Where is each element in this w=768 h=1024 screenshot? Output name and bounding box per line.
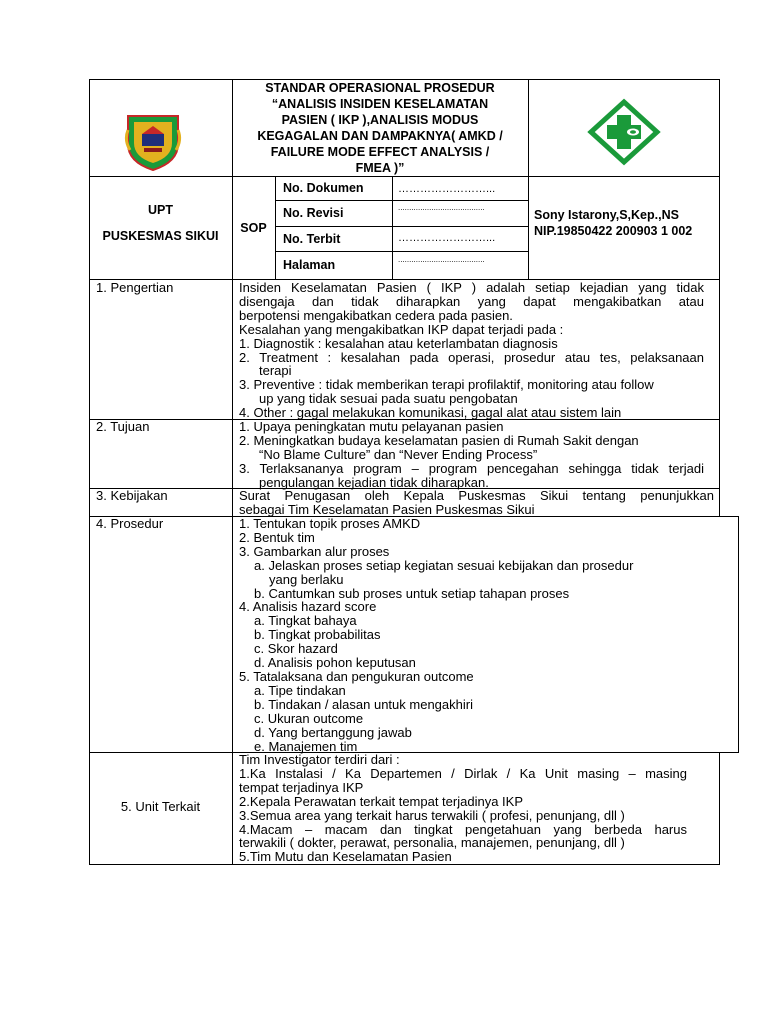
doc-field-value: ....................................... [398,255,485,264]
org-name-line1: UPT [148,203,173,217]
tujuan-text: 1. Upaya peningkatan mutu pelayanan pasien 2. Meningkatkan budaya keselamatan pasien di Rumah Sakit dengan “No Blame Culture” dan “Never Ending Process” 3. Terlaksananya program – program pencegahan sehingga tidak terjadi pengulangan kejadian tidak diharapkan. [239,419,704,490]
prosedur-text: 1. Tentukan topik proses AMKD 2. Bentuk tim 3. Gambarkan alur proses a. Jelaskan proses setiap kegiatan sesuai kebijakan dan prosedur yang berlaku b. Cantumkan sub proses untuk setiap tahapan proses 4. Analisis hazard score a. Tingkat bahaya b. Tingkat probabilitas c. Skor hazard d. Analisis pohon keputusan 5. Tatalaksana dan pengukuran outcome a. Tipe tindakan b. Tindakan / alasan untuk mengakhiri c. Ukuran outcome d. Yang bertanggung jawab e. Manajemen tim [239,516,634,754]
doc-field-label: No. Dokumen [283,181,364,195]
doc-field-value: ……………………... [398,183,496,195]
signer-name: Sony Istarony,S,Kep.,NS [534,208,679,222]
pengertian-text: Insiden Keselamatan Pasien ( IKP ) adalah setiap kejadian yang tidak disengaja dan tidak diharapkan yang dapat mengakibatkan atau berpotensi mengakibatkan cedera pada pasien. Kesalahan yang mengakibatkan IKP dapat terjadi pada : 1. Diagnostik : kesalahan atau keterlambatan diagnosis 2. Treatment : kesalahan pada operasi, prosedur atau tes, pelaksanaan terapi 3. Preventive : tidak memberikan terapi profilaktif, monitoring atau follow up yang tidak sesuai pada suatu pengobatan 4. Other : gagal melakukan komunikasi, gagal alat atau sistem lain [239,280,704,421]
signer-nip: NIP.19850422 200903 1 002 [534,224,693,238]
section-label-kebijakan: 3. Kebijakan [96,488,168,503]
puskesmas-cross-logo-icon [587,98,661,166]
section-label-unit-terkait: 5. Unit Terkait [120,799,201,814]
kebijakan-text: Surat Penugasan oleh Kepala Puskesmas Sikui tentang penunjukkan sebagai Tim Keselamatan Pasien Puskesmas Sikui [239,488,714,517]
doc-field-label: Halaman [283,258,336,272]
org-name-line2: PUSKESMAS SIKUI [102,229,219,243]
section-label-pengertian: 1. Pengertian [96,280,174,295]
document-title: STANDAR OPERASIONAL PROSEDUR “ANALISIS INSIDEN KESELAMATAN PASIEN ( IKP ),ANALISIS MODUS KEGAGALAN DAN DAMPAKNYA( AMKD / FAILURE MODE EFFECT ANALYSIS / FMEA )” [257,81,503,175]
sop-label: SOP [240,221,267,235]
section-label-prosedur: 4. Prosedur [96,516,164,531]
regional-emblem-icon [122,110,184,172]
doc-field-label: No. Terbit [283,232,341,246]
section-label-tujuan: 2. Tujuan [96,419,150,434]
doc-field-value: ……………………... [398,232,496,244]
unit-terkait-text: Tim Investigator terdiri dari : 1.Ka Instalasi / Ka Departemen / Dirlak / Ka Unit masing – masing tempat terjadinya IKP 2.Kepala Perawatan terkait tempat terjadinya IKP 3.Semua area yang terkait harus terwakili ( profesi, penunjang, dll ) 4.Macam – macam dan tingkat pengetahuan yang berbeda harus terwakili ( dokter, perawat, personalia, manajemen, penunjang, dll ) 5.Tim Mutu dan Keselamatan Pasien [239,752,687,865]
doc-field-value: ....................................... [398,203,485,212]
doc-field-label: No. Revisi [283,206,344,220]
